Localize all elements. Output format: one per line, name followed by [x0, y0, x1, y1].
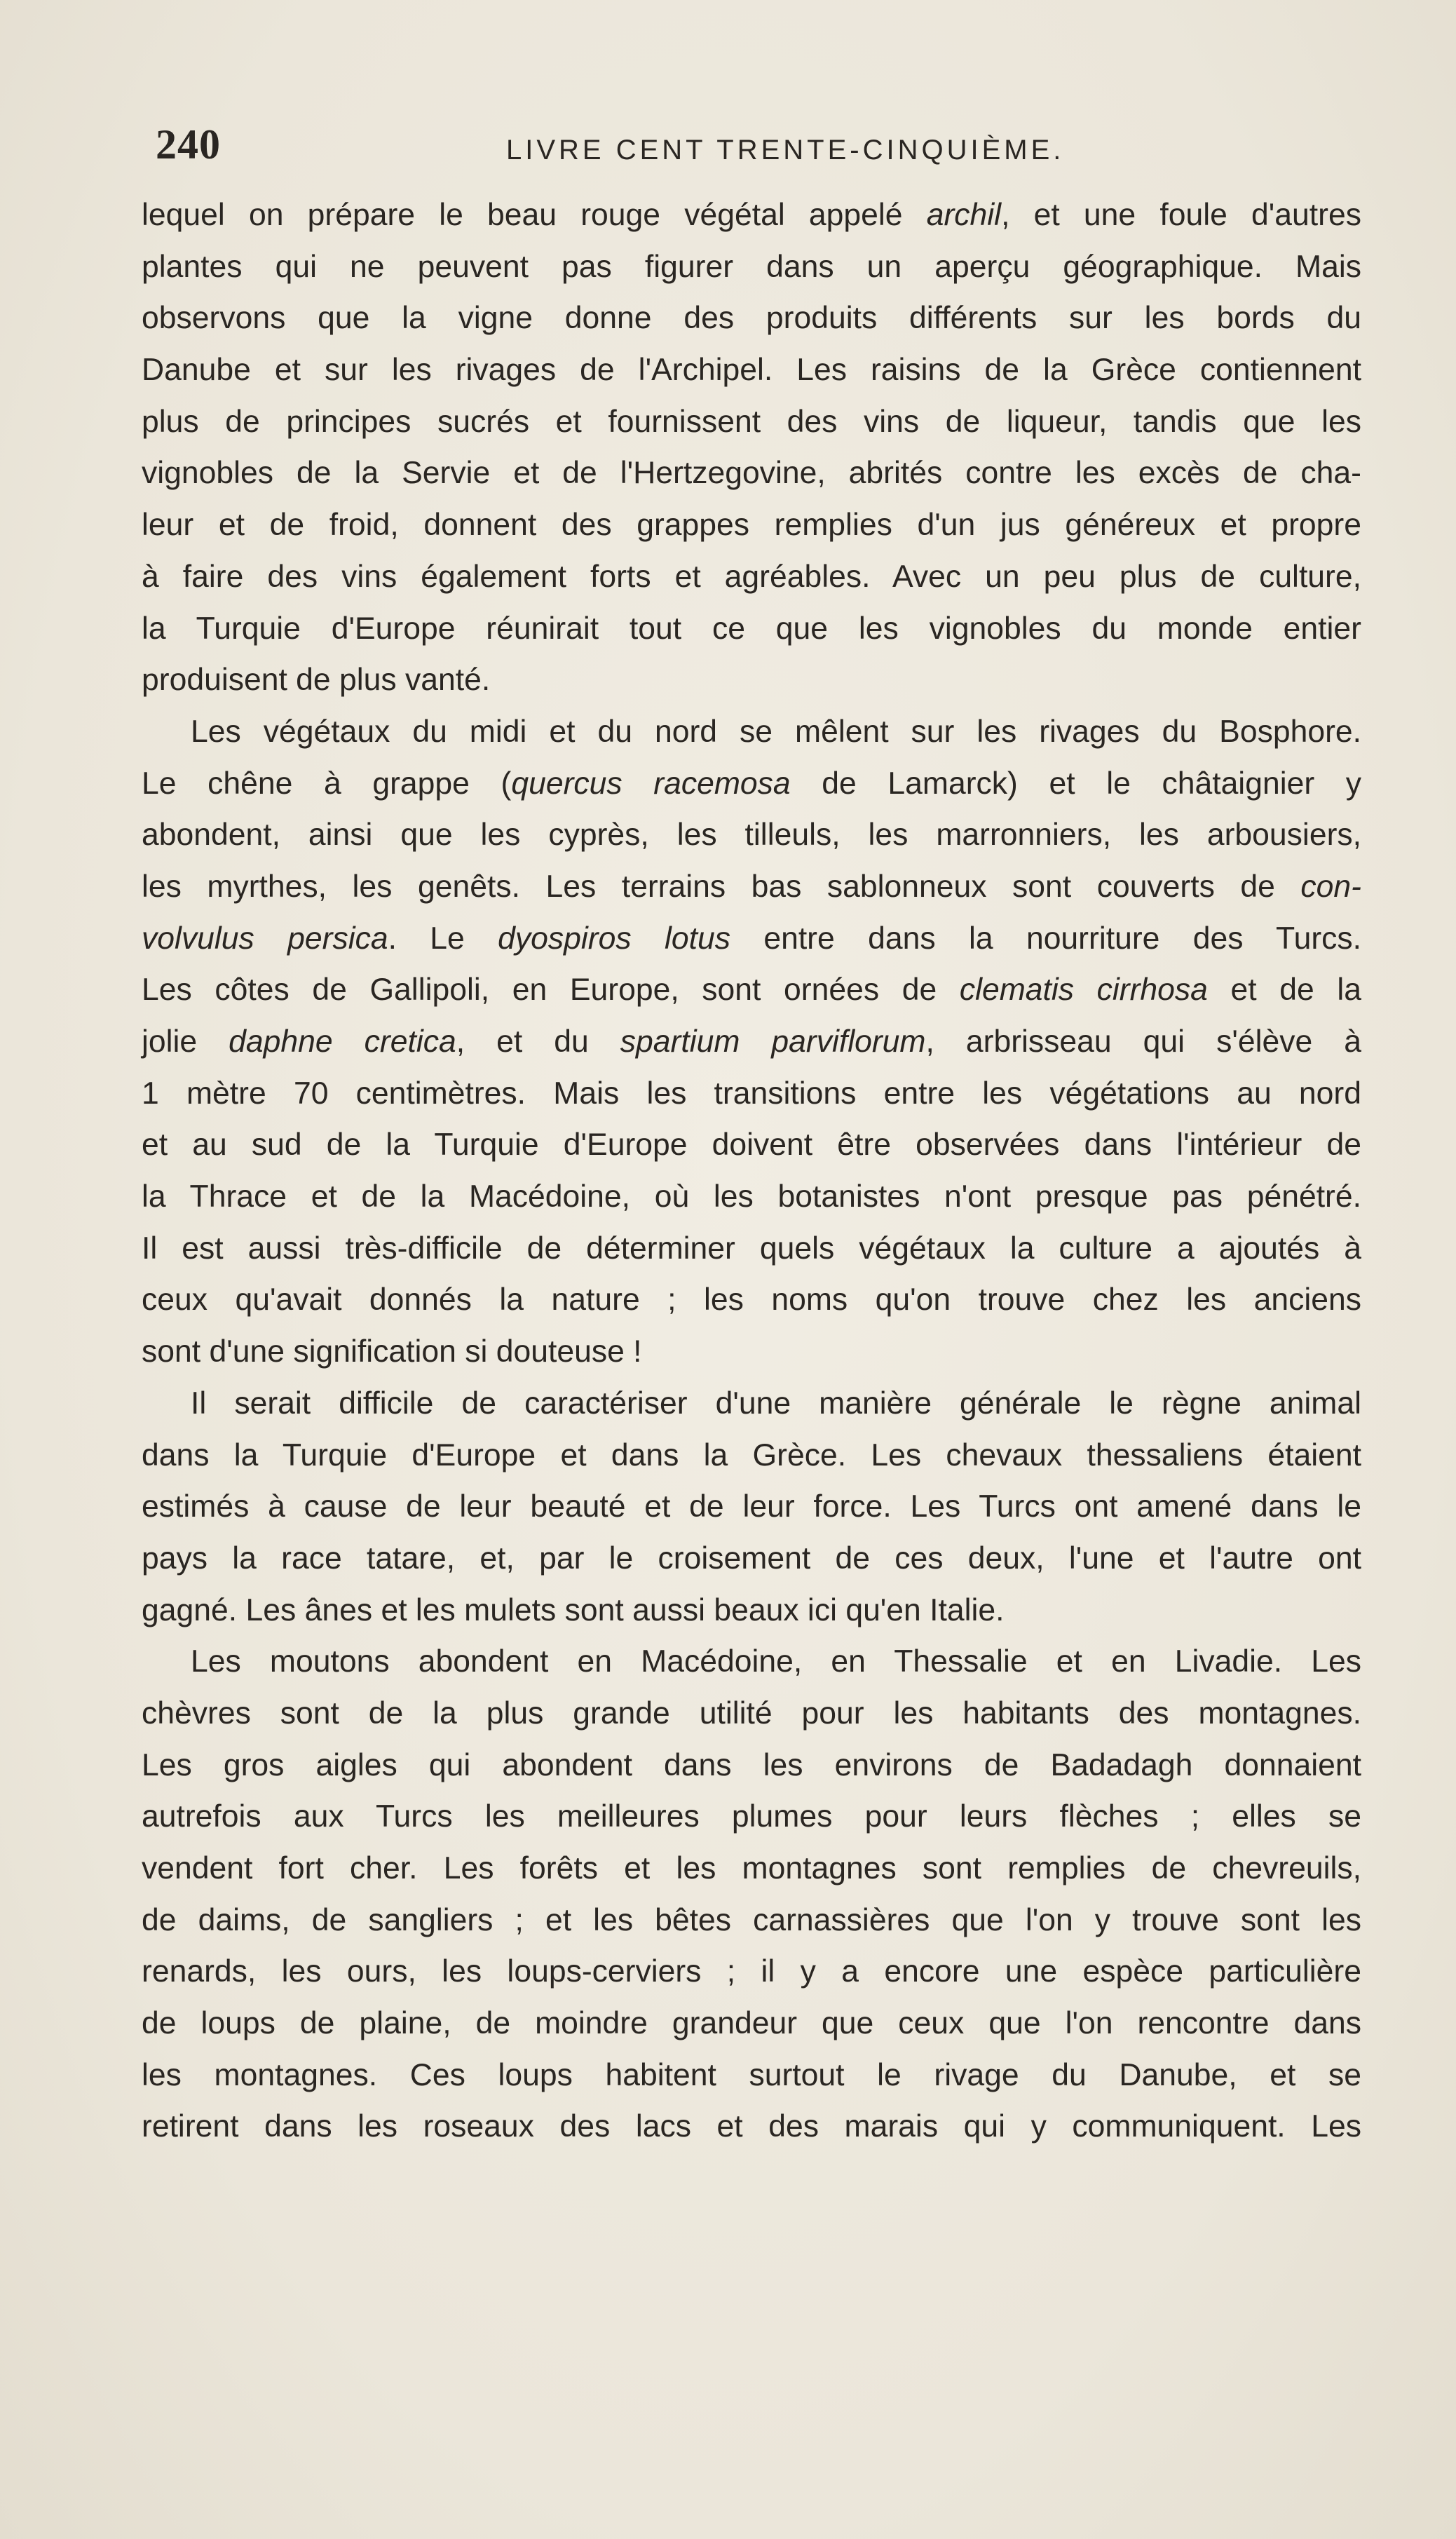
text-run: lequel on prépare le beau rouge végétal appelé	[142, 198, 927, 232]
text-line	[142, 1946, 1361, 1998]
text-run: de Lamarck) et le châtaignier y	[790, 766, 1362, 801]
text-run: leur et de froid, donnent des grappes remplies d'un jus généreux et propre	[142, 508, 1361, 543]
text-line	[142, 913, 1361, 965]
text-line	[142, 1016, 1361, 1068]
text-run: chèvres sont de la plus grande utilité pour les habitants des montagnes.	[142, 1695, 1361, 1731]
text-run: la Thrace et de la Macédoine, où les botanistes n'ont presque pas pénétré.	[142, 1179, 1361, 1214]
text-run: pays la race tatare, et, par le croisement de ces deux, l'une et l'autre ont	[142, 1541, 1361, 1576]
text-line	[142, 1791, 1361, 1843]
body-text	[142, 189, 1361, 2153]
text-run: ceux qu'avait donnés la nature ; les noms qu'on trouve chez les anciens	[142, 1282, 1361, 1318]
text-run: , et une foule d'autres	[1001, 198, 1361, 232]
text-run: abondent, ainsi que les cyprès, les tilleuls, les marronniers, les arbousiers,	[142, 818, 1361, 853]
text-line	[142, 1585, 1361, 1637]
page-header	[156, 119, 1375, 175]
text-run: et de la	[1207, 973, 1361, 1008]
italic-term: con-	[1300, 869, 1361, 904]
text-line	[142, 292, 1361, 344]
text-line	[142, 2050, 1361, 2101]
text-run: plantes qui ne peuvent pas figurer dans un aperçu géographique. Mais	[142, 249, 1361, 284]
text-line	[142, 1740, 1361, 1792]
text-line	[142, 551, 1361, 603]
text-run: la Turquie d'Europe réunirait tout ce que les vignobles du monde entier	[142, 611, 1361, 646]
page-number: 240	[156, 121, 221, 168]
text-run: 1 mètre 70 centimètres. Mais les transitions entre les végétations au nord	[142, 1076, 1361, 1111]
text-line	[142, 241, 1361, 293]
text-line	[142, 1430, 1361, 1482]
text-line	[142, 344, 1361, 396]
text-run: . Le	[388, 921, 498, 956]
text-run: et au sud de la Turquie d'Europe doivent être observées dans l'intérieur de	[142, 1128, 1361, 1163]
text-run: Les côtes de Gallipoli, en Europe, sont ornées de	[142, 973, 960, 1008]
text-line	[142, 1326, 1361, 1378]
text-line	[142, 964, 1361, 1016]
text-line	[142, 1843, 1361, 1895]
text-line	[142, 1481, 1361, 1533]
text-line	[142, 1533, 1361, 1585]
text-line	[142, 809, 1361, 861]
text-run: vendent fort cher. Les forêts et les montagnes sont remplies de chevreuils,	[142, 1851, 1361, 1885]
text-line	[142, 1068, 1361, 1120]
text-run: de daims, de sangliers ; et les bêtes carnassières que l'on y trouve sont les	[142, 1902, 1361, 1937]
text-run: entre dans la nourriture des Turcs.	[730, 921, 1362, 956]
running-title: LIVRE CENT TRENTE-CINQUIÈME.	[506, 135, 1065, 165]
text-run: de loups de plaine, de moindre grandeur que ceux que l'on rencontre dans	[142, 2006, 1361, 2041]
text-run: à faire des vins également forts et agréables. Avec un peu plus de culture,	[142, 559, 1361, 594]
text-run: estimés à cause de leur beauté et de leur force. Les Turcs ont amené dans le	[142, 1489, 1361, 1524]
text-run: Il serait difficile de caractériser d'une manière générale le règne animal	[191, 1386, 1361, 1421]
text-run: Les moutons abondent en Macédoine, en Thessalie et en Livadie. Les	[191, 1644, 1361, 1679]
text-run: plus de principes sucrés et fournissent des vins de liqueur, tandis que les	[142, 404, 1361, 439]
text-line	[142, 1119, 1361, 1171]
text-run: gagné. Les ânes et les mulets sont aussi beaux ici qu'en Italie.	[142, 1592, 1005, 1627]
text-line	[142, 189, 1361, 241]
text-line	[142, 499, 1361, 551]
text-line	[142, 758, 1361, 810]
text-line	[142, 1274, 1361, 1326]
text-run: Les gros aigles qui abondent dans les environs de Badadagh donnaient	[142, 1747, 1361, 1782]
text-line	[142, 654, 1361, 706]
italic-term: daphne cretica	[229, 1024, 456, 1059]
text-run: dans la Turquie d'Europe et dans la Grèce. Les chevaux thessaliens étaient	[142, 1437, 1361, 1472]
text-line	[142, 1895, 1361, 1946]
text-run: autrefois aux Turcs les meilleures plumes pour leurs flèches ; elles se	[142, 1799, 1361, 1834]
italic-term: dyospiros lotus	[498, 921, 730, 956]
text-run: observons que la vigne donne des produits différents sur les bords du	[142, 301, 1361, 336]
text-line	[142, 396, 1361, 448]
text-line	[142, 1171, 1361, 1223]
text-line	[142, 2101, 1361, 2153]
italic-term: quercus racemosa	[511, 766, 791, 801]
text-line	[142, 1378, 1361, 1430]
text-run: Les végétaux du midi et du nord se mêlent sur les rivages du Bosphore.	[191, 714, 1361, 749]
italic-term: archil	[926, 198, 1002, 232]
text-run: jolie	[142, 1024, 229, 1059]
text-run: Il est aussi très-difficile de déterminer quels végétaux la culture a ajoutés à	[142, 1231, 1361, 1266]
italic-term: spartium parviflorum	[620, 1024, 926, 1059]
text-run: produisent de plus vanté.	[142, 663, 491, 698]
text-run: vignobles de la Servie et de l'Hertzegovine, abrités contre les excès de cha-	[142, 456, 1361, 491]
text-run: les montagnes. Ces loups habitent surtout le rivage du Danube, et se	[142, 2057, 1361, 2092]
text-line	[142, 1688, 1361, 1740]
text-line	[142, 1998, 1361, 2050]
text-run: , et du	[456, 1024, 620, 1059]
text-run: Danube et sur les rivages de l'Archipel. Les raisins de la Grèce contiennent	[142, 353, 1361, 388]
text-run: Le chêne à grappe (	[142, 766, 512, 801]
text-line	[142, 447, 1361, 499]
text-run: les myrthes, les genêts. Les terrains bas sablonneux sont couverts de	[142, 869, 1301, 904]
text-line	[142, 1636, 1361, 1688]
text-line	[142, 861, 1361, 913]
italic-term: clematis cirrhosa	[959, 973, 1208, 1008]
text-run: retirent dans les roseaux des lacs et des marais qui y communiquent. Les	[142, 2109, 1361, 2144]
text-run: renards, les ours, les loups-cerviers ; il y a encore une espèce particulière	[142, 1954, 1361, 1989]
text-line	[142, 603, 1361, 655]
text-line	[142, 1223, 1361, 1275]
text-run: , arbrisseau qui s'élève à	[925, 1024, 1361, 1059]
italic-term: volvulus persica	[142, 921, 388, 956]
text-run: sont d'une signification si douteuse !	[142, 1334, 642, 1369]
text-line	[142, 706, 1361, 758]
